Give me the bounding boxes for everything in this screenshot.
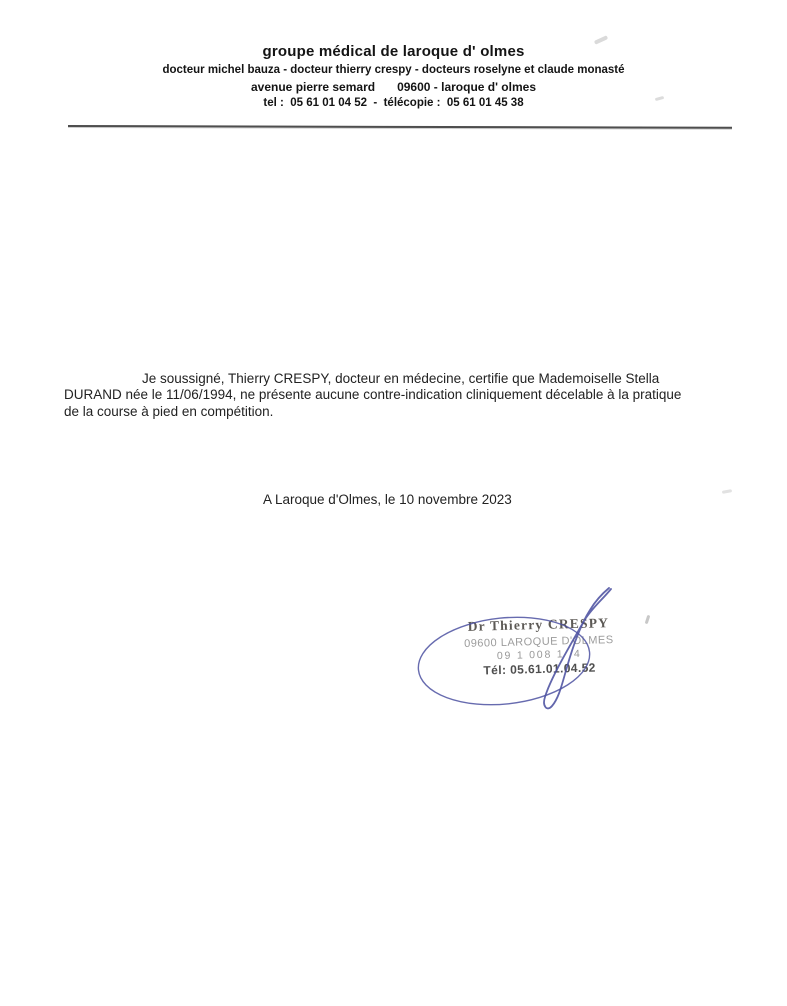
dateline: A Laroque d'Olmes, le 10 novembre 2023	[263, 492, 512, 507]
stamp-city: 09600 LAROQUE D'OLMES	[463, 634, 614, 650]
address-line	[0, 80, 787, 94]
paragraph-line: Je soussigné, Thierry CRESPY, docteur en médecine, certifie que Mademoiselle Stella	[142, 371, 660, 386]
signature	[400, 570, 630, 725]
address-street: avenue pierre semard	[251, 80, 376, 94]
phone-fax-line: tel : 05 61 01 04 52 - télécopie : 05 61 01 45 38	[263, 97, 524, 109]
clinic-name: groupe médical de laroque d' olmes	[262, 43, 525, 60]
signature-ellipse-stroke	[414, 609, 594, 713]
stamp-doctor-name: Dr Thierry CRESPY	[467, 615, 610, 634]
scan-artifact	[645, 615, 651, 624]
paragraph-line: de la course à pied en compétition.	[64, 403, 274, 419]
certificate-paragraph	[64, 371, 742, 420]
doctors-line: docteur michel bauza - docteur thierry crespy - docteurs roselyne et claude monasté	[162, 64, 625, 76]
stamp-phone: Tél: 05.61.01.04.52	[483, 660, 596, 678]
address-city: 09600 - laroque d' olmes	[397, 80, 536, 94]
signature-flourish-stroke	[544, 588, 611, 708]
scan-artifact	[722, 489, 732, 494]
paragraph-line: DURAND née le 11/06/1994, ne présente aucune contre-indication cliniquement décelable à la pratique	[64, 387, 682, 403]
header-rule	[68, 125, 732, 128]
stamp-registration-number: 09 1 008 1 4	[496, 647, 582, 663]
